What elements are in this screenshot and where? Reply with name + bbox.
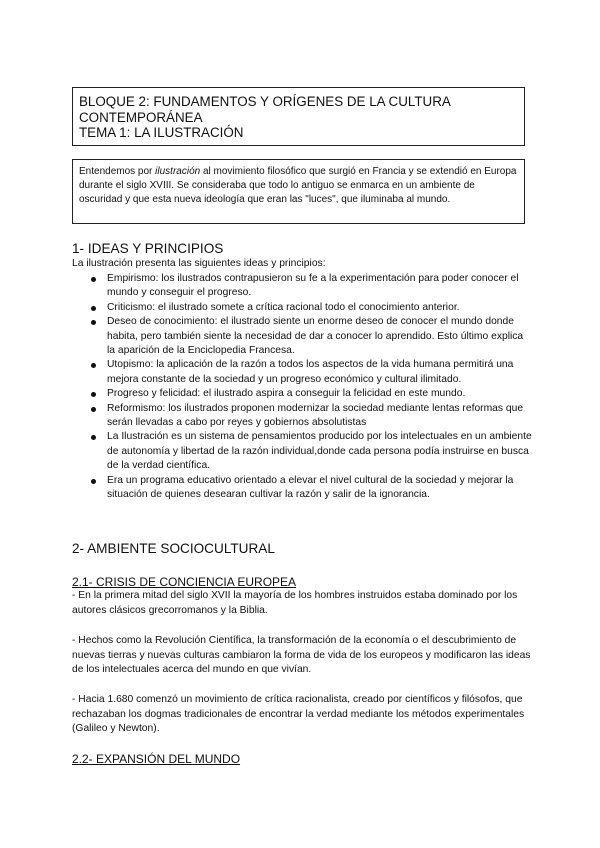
list-item-text: Criticismo: el ilustrado somete a crítica racional todo el conocimiento anterior. [107, 301, 460, 313]
intro-box [72, 159, 525, 224]
subsection-2-1-heading: 2.1- CRISIS DE CONCIENCIA EUROPEA [72, 575, 297, 589]
section-1-heading: 1- IDEAS Y PRINCIPIOS [72, 241, 224, 256]
list-item [72, 272, 532, 301]
paragraph: - En la primera mitad del siglo XVII la mayoría de los hombres instruidos estaba dominado por los autores clásicos grecorromanos y la Biblia. [72, 590, 518, 616]
principles-list [72, 272, 532, 503]
list-item [72, 315, 532, 358]
paragraph: - Hechos como la Revolución Científica, la transformación de la economía o el descubrimiento de nuevas tierras y nuevas culturas cambiaron la forma de vida de los europeos y modificaron las ideas de los intelectuales acerca del mundo en que vivían. [72, 635, 531, 676]
bullet-icon [91, 363, 96, 368]
title-box [72, 87, 525, 146]
list-item-text: Empirismo: los ilustrados contrapusieron su fe a la experimentación para poder conocer el mundo y conseguir el progreso. [107, 273, 519, 299]
subsection-2-2-heading: 2.2- EXPANSIÓN DEL MUNDO [72, 752, 241, 766]
bullet-icon [91, 435, 96, 440]
section-2-heading: 2- AMBIENTE SOCIOCULTURAL [72, 541, 275, 556]
list-item [72, 387, 532, 401]
bullet-icon [91, 277, 96, 282]
list-item-text: Reformismo: los ilustrados proponen modernizar la sociedad mediante lentas reformas que serán llevadas a cabo por reyes y gobiernos absolutistas [107, 402, 524, 429]
bullet-icon [91, 479, 96, 484]
section-1-lead: La ilustración presenta las siguientes ideas y principios: [72, 258, 326, 269]
list-item-text: Deseo de conocimiento: el ilustrado siente un enorme deseo de conocer el mundo donde habita, pero también siente la necesidad de dar a conocer lo aprendido. Esto último explica la aparición de la Enciclopedia Francesa. [107, 316, 524, 357]
list-item [72, 358, 532, 387]
title-line-1: BLOQUE 2: FUNDAMENTOS Y ORÍGENES DE LA CULTURA [79, 94, 451, 109]
list-item-text: La Ilustración es un sistema de pensamientos producido por los intelectuales en un ambiente de autonomía y libertad de la razón individual,donde cada persona podía instruirse en busca de la verdad científica. [107, 431, 532, 472]
intro-term: ilustración [155, 166, 201, 177]
list-item-text: Era un programa educativo orientado a elevar el nivel cultural de la sociedad y mejorar la situación de quienes desearan cultivar la razón y salir de la ignorancia. [107, 474, 514, 501]
bullet-icon [91, 320, 96, 325]
list-item [72, 402, 532, 431]
bullet-icon [91, 306, 96, 311]
list-item-text: Utopismo: la aplicación de la razón a todos los aspectos de la vida humana permitirá una mejora constante de la sociedad y un progreso económico y cultural ilimitado. [107, 359, 514, 385]
bullet-icon [91, 392, 96, 397]
list-item [72, 430, 532, 473]
list-item [72, 301, 532, 315]
bullet-icon [91, 407, 96, 412]
paragraph: - Hacia 1.680 comenzó un movimiento de crítica racionalista, creado por científicos y filósofos, que rechazaban los dogmas tradicionales de encontrar la verdad mediante los métodos experimentales (Galileo y Newton). [72, 694, 525, 735]
intro-text-post: al movimiento filosófico que surgió en Francia y se extendió en Europa durante el siglo XVIII. Se consideraba que todo lo antiguo se enmarca en un ambiente de oscuridad y que esta nueva ideología que eran las "luces", que iluminaba al mundo. [79, 166, 517, 205]
title-line-2: CONTEMPORÁNEA [79, 109, 203, 125]
title-line-3: TEMA 1: LA ILUSTRACIÓN [79, 125, 244, 140]
intro-text-pre: Entendemos por [79, 166, 156, 177]
list-item [72, 474, 532, 503]
list-item-text: Progreso y felicidad: el ilustrado aspira a conseguir la felicidad en este mundo. [107, 388, 466, 400]
